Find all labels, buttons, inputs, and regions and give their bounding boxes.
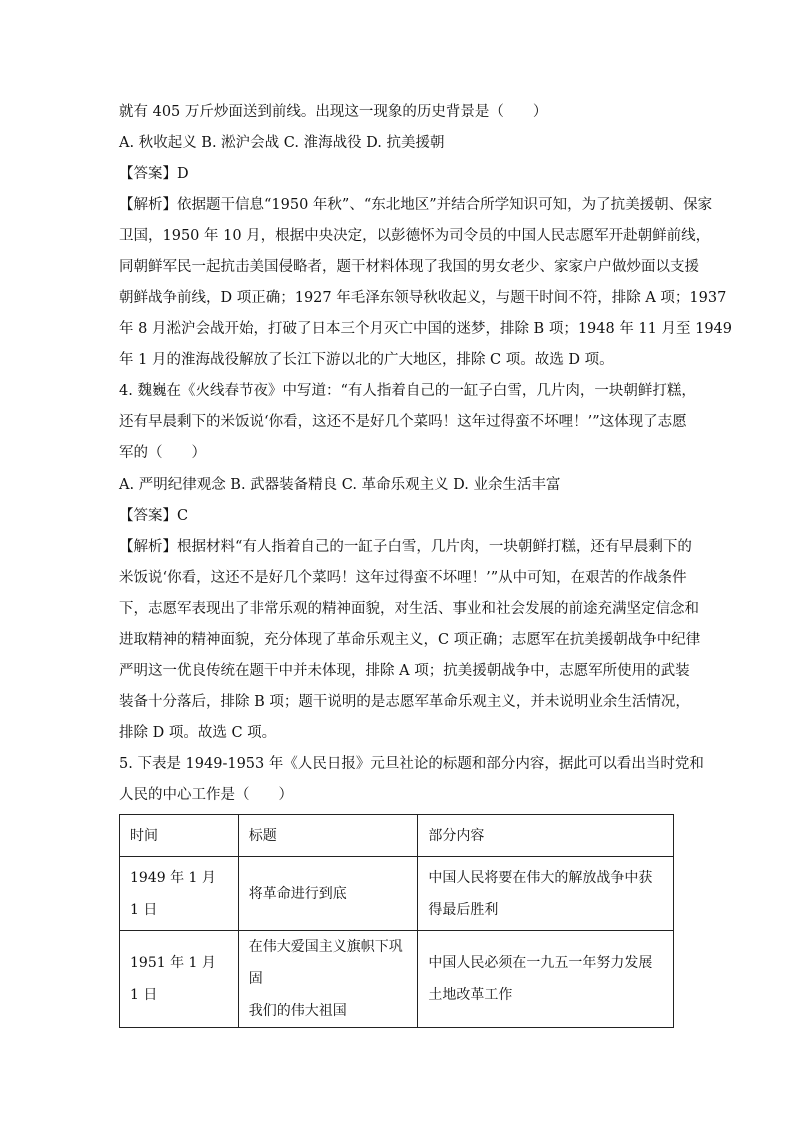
options-line: A. 严明纪律观念 B. 武器装备精良 C. 革命乐观主义 D. 业余生活丰富 bbox=[119, 477, 561, 493]
table-header-row bbox=[120, 815, 674, 857]
text-line: 人民的中心工作是（ ） bbox=[119, 787, 293, 803]
text-line: 年 8 月淞沪会战开始，打破了日本三个月灭亡中国的迷梦，排除 B 项；1948 年 11 月至 1949 bbox=[119, 321, 733, 337]
text-line: 进取精神的精神面貌，充分体现了革命乐观主义，C 项正确；志愿军在抗美援朝战争中纪律 bbox=[119, 632, 701, 648]
text-line: 米饭说‘你看，这还不是好几个菜吗！这年过得蛮不坏哩！’”从中可知，在艰苦的作战条件 bbox=[119, 570, 687, 586]
answer-line: 【答案】D bbox=[119, 166, 189, 182]
cell-text: 中国人民将要在伟大的解放战争中获 bbox=[428, 869, 653, 886]
table-cell-time: 1951 年 1 月 1 日 bbox=[120, 931, 239, 1028]
options-line: A. 秋收起义 B. 淞沪会战 C. 淮海战役 D. 抗美援朝 bbox=[119, 135, 445, 151]
cell-text: 在伟大爱国主义旗帜下巩固 bbox=[248, 939, 403, 987]
question-line: 5. 下表是 1949-1953 年《人民日报》元旦社论的标题和部分内容，据此可以看出当时党和 bbox=[119, 756, 704, 772]
answer-line: 【答案】C bbox=[119, 508, 189, 524]
text-line: 年 1 月的淮海战役解放了长江下游以北的广大地区，排除 C 项。故选 D 项。 bbox=[119, 352, 614, 368]
text-line: 朝鲜战争前线，D 项正确；1927 年毛泽东领导秋收起义，与题干时间不符，排除 A 项；1937 bbox=[119, 290, 727, 306]
text-line: 就有 405 万斤炒面送到前线。出现这一现象的历史背景是（ ） bbox=[119, 104, 548, 120]
analysis-line: 【解析】根据材料“有人指着自己的一缸子白雪，几片肉，一块朝鲜打糕，还有早晨剩下的 bbox=[119, 539, 692, 555]
cell-text: 我们的伟大祖国 bbox=[248, 1003, 347, 1019]
table-row bbox=[120, 931, 674, 1028]
table-cell-content bbox=[418, 857, 674, 931]
text-line: 排除 D 项。故选 C 项。 bbox=[119, 725, 277, 741]
question-line: 4. 魏巍在《火线春节夜》中写道：“有人指着自己的一缸子白雪，几片肉，一块朝鲜打糕， bbox=[119, 383, 696, 399]
cell-text: 中国人民必须在一九五一年努力发展 bbox=[428, 955, 653, 971]
table-cell-time: 1949 年 1 月 1 日 bbox=[120, 857, 239, 931]
table-header-cell: 时间 bbox=[120, 815, 239, 857]
text-line: 严明这一优良传统在题干中并未体现，排除 A 项；抗美援朝战争中，志愿军所使用的武装 bbox=[119, 663, 690, 679]
table-header-cell: 标题 bbox=[238, 815, 418, 857]
text-line: 还有早晨剩下的米饭说‘你看，这还不是好几个菜吗！这年过得蛮不坏哩！’”这体现了志愿 bbox=[119, 414, 687, 430]
cell-text: 将革命进行到底 bbox=[248, 885, 347, 902]
editorial-table bbox=[119, 814, 674, 1028]
text-line: 下，志愿军表现出了非常乐观的精神面貌，对生活、事业和社会发展的前途充满坚定信念和 bbox=[119, 601, 699, 617]
text-line: 同朝鲜军民一起抗击美国侵略者，题干材料体现了我国的男女老少、家家户户做炒面以支援 bbox=[119, 259, 699, 275]
cell-text: 土地改革工作 bbox=[428, 987, 513, 1003]
table-header-cell: 部分内容 bbox=[418, 815, 674, 857]
text-line: 卫国，1950 年 10 月，根据中央决定，以彭德怀为司令员的中国人民志愿军开赴朝鲜前线， bbox=[119, 228, 711, 244]
analysis-line: 【解析】依据题干信息“1950 年秋”、“东北地区”并结合所学知识可知，为了抗美援朝、保家 bbox=[119, 197, 713, 213]
text-line: 装备十分落后，排除 B 项；题干说明的是志愿军革命乐观主义，并未说明业余生活情况， bbox=[119, 694, 690, 710]
table-cell-content bbox=[418, 931, 674, 1028]
table-cell-title bbox=[238, 931, 418, 1028]
table-row bbox=[120, 857, 674, 931]
cell-text: 得最后胜利 bbox=[428, 901, 499, 918]
text-line: 军的（ ） bbox=[119, 445, 206, 461]
table-cell-title bbox=[238, 857, 418, 931]
